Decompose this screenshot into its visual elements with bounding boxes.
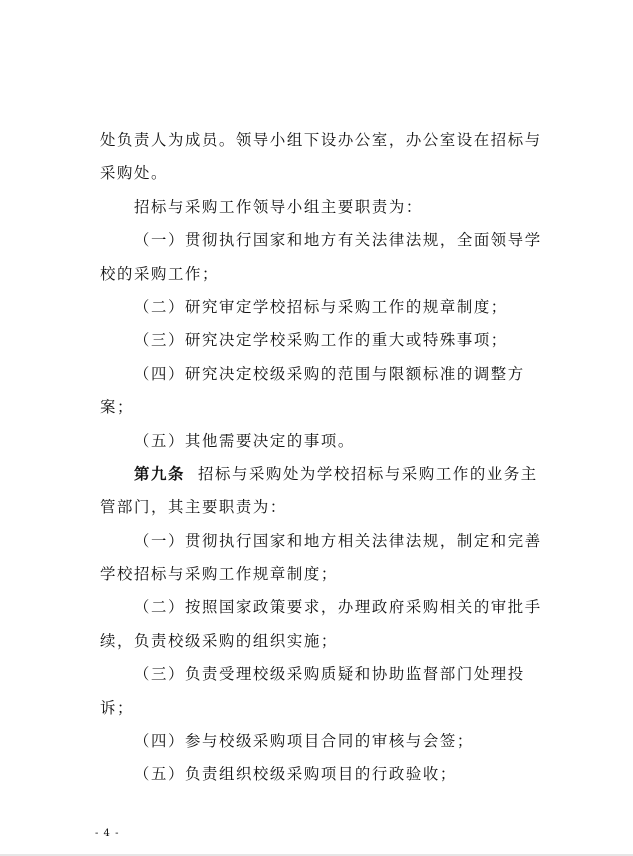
article-nine-cont: 管部门，其主要职责为：: [100, 498, 287, 517]
article-text: 招标与采购处为学校招标与采购工作的业务主: [197, 464, 538, 483]
office-duty-2: （二）按照国家政策要求，办理政府采购相关的审批手: [134, 598, 542, 617]
office-duty-3-cont: 诉；: [100, 698, 134, 717]
duty-item-4: （四）研究决定校级采购的范围与限额标准的调整方: [134, 364, 525, 383]
office-duty-5: （五）负责组织校级采购项目的行政验收；: [134, 765, 457, 784]
duty-item-2: （二）研究审定学校招标与采购工作的规章制度；: [134, 297, 508, 316]
duty-item-1-cont: 校的采购工作；: [100, 264, 219, 283]
text-line-1: 处负责人为成员。领导小组下设办公室，办公室设在招标与: [100, 131, 542, 149]
duty-item-1: （一）贯彻执行国家和地方有关法律法规，全面领导学: [134, 231, 542, 250]
office-duty-1-cont: 学校招标与采购工作规章制度；: [100, 565, 338, 584]
office-duty-2-cont: 续，负责校级采购的组织实施；: [100, 631, 338, 650]
section-intro: 招标与采购工作领导小组主要职责为：: [134, 197, 423, 216]
duty-item-4-cont: 案；: [100, 398, 134, 417]
page-number: - 4 -: [95, 828, 120, 839]
article-label: 第九条: [134, 464, 185, 483]
duty-item-3: （三）研究决定学校采购工作的重大或特殊事项；: [134, 331, 508, 350]
office-duty-3: （三）负责受理校级采购质疑和协助监督部门处理投: [134, 665, 525, 684]
duty-item-5: （五）其他需要决定的事项。: [134, 431, 355, 450]
office-duty-4: （四）参与校级采购项目合同的审核与会签；: [134, 732, 474, 751]
office-duty-1: （一）贯彻执行国家和地方相关法律法规，制定和完善: [134, 531, 542, 550]
document-body: [100, 124, 540, 792]
article-nine: [100, 458, 540, 491]
text-line-2: 采购处。: [100, 164, 168, 183]
